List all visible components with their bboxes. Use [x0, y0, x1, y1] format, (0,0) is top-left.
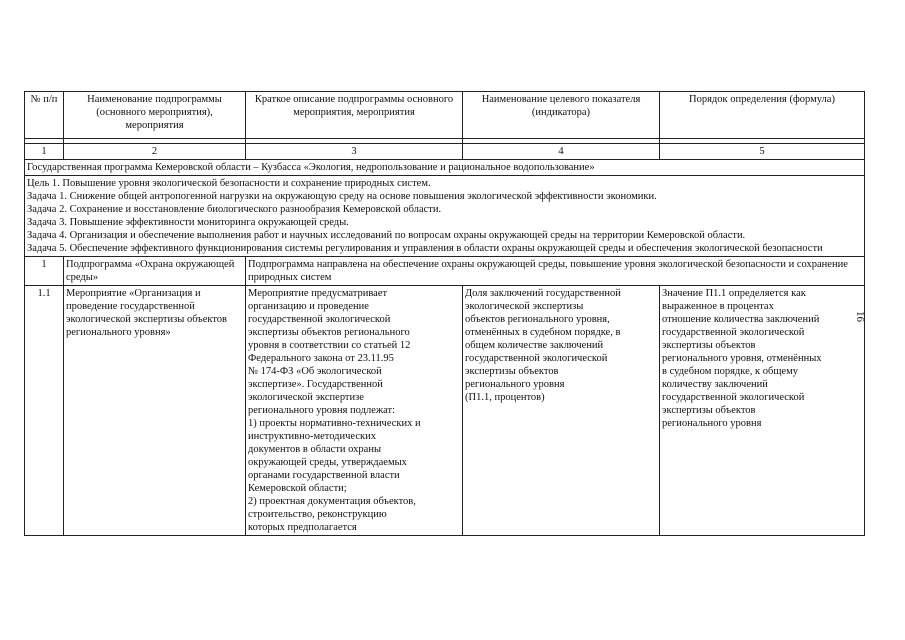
description-line: строительство, реконструкцию — [248, 509, 387, 520]
column-number-row — [25, 144, 865, 160]
task-text: Задача 4. Организация и обеспечение выполнения работ и научных исследований по вопросам охраны окружающей среды на территории Кемеровской области. — [27, 230, 746, 241]
program-title-row — [25, 160, 865, 176]
indicator-line: государственной экологической — [465, 353, 608, 364]
description-line: 2) проектная документация объектов, — [248, 496, 416, 507]
description-line: организацию и проведение — [248, 301, 369, 312]
indicator-line: регионального уровня — [465, 379, 565, 390]
indicator-line: общем количестве заключений — [465, 340, 604, 351]
subprogram-num: 1 — [25, 257, 64, 286]
indicator-line: экспертизы объектов — [465, 366, 559, 377]
row-description — [246, 286, 463, 536]
formula-line: в судебном порядке, к общему — [662, 366, 798, 377]
indicator-line: объектов регионального уровня, — [465, 314, 610, 325]
formula-line: выраженное в процентах — [662, 301, 774, 312]
task-text: Задача 1. Снижение общей антропогенной нагрузки на окружающую среду на основе повышения экологической эффективности экономики. — [27, 191, 657, 202]
program-title: Государственная программа Кемеровской области – Кузбасса «Экология, недропользование и рациональное водопользование» — [25, 160, 865, 176]
formula-line: регионального уровня, отменённых — [662, 353, 822, 364]
table-header-row — [25, 92, 865, 139]
description-line: Кемеровской области; — [248, 483, 347, 494]
goal-text: Цель 1. Повышение уровня экологической безопасности и сохранение природных систем. — [27, 178, 431, 189]
indicator-line: (П1.1, процентов) — [465, 392, 545, 403]
header-name: Наименование подпрограммы (основного мероприятия), мероприятия — [64, 92, 246, 139]
page-number: 16 — [854, 311, 866, 322]
description-line: регионального уровня подлежат: — [248, 405, 396, 416]
formula-line: экспертизы объектов — [662, 405, 756, 416]
header-num: № п/п — [25, 92, 64, 139]
formula-line: государственной экологической — [662, 327, 805, 338]
goals-and-tasks — [25, 176, 865, 257]
description-line: уровня в соответствии со статьей 12 — [248, 340, 411, 351]
indicator-line: экологической экспертизы — [465, 301, 584, 312]
column-number: 3 — [246, 144, 463, 160]
description-line: экспертизы объектов регионального — [248, 327, 410, 338]
description-line: экологической экспертизе — [248, 392, 364, 403]
header-formula: Порядок определения (формула) — [660, 92, 865, 139]
task-text: Задача 2. Сохранение и восстановление биологического разнообразия Кемеровской области. — [27, 204, 442, 215]
description-line: Федерального закона от 23.11.95 — [248, 353, 394, 364]
column-number: 5 — [660, 144, 865, 160]
subprogram-row — [25, 257, 865, 286]
row-num: 1.1 — [25, 286, 64, 536]
subprogram-name: Подпрограмма «Охрана окружающей среды» — [64, 257, 246, 286]
formula-line: Значение П1.1 определяется как — [662, 288, 806, 299]
description-line: органами государственной власти — [248, 470, 400, 481]
description-line: окружающей среды, утверждаемых — [248, 457, 407, 468]
description-line: № 174-ФЗ «Об экологической — [248, 366, 382, 377]
formula-line: отношение количества заключений — [662, 314, 820, 325]
description-line: экспертизе». Государственной — [248, 379, 383, 390]
formula-line: количеству заключений — [662, 379, 768, 390]
row-indicator — [463, 286, 660, 536]
table-row — [25, 286, 865, 536]
row-formula — [660, 286, 865, 536]
column-number: 1 — [25, 144, 64, 160]
column-number: 2 — [64, 144, 246, 160]
description-line: документов в области охраны — [248, 444, 381, 455]
task-text: Задача 5. Обеспечение эффективного функционирования системы регулирования и управления в области охраны окружающей среды и обеспечения экологической безопасности — [27, 243, 823, 254]
indicator-line: Доля заключений государственной — [465, 288, 621, 299]
description-line: Мероприятие предусматривает — [248, 288, 388, 299]
description-line: государственной экологической — [248, 314, 391, 325]
description-line: 1) проекты нормативно-технических и — [248, 418, 421, 429]
header-description: Краткое описание подпрограммы основного мероприятия, мероприятия — [246, 92, 463, 139]
column-number: 4 — [463, 144, 660, 160]
header-indicator: Наименование целевого показателя (индикатора) — [463, 92, 660, 139]
row-name: Мероприятие «Организация и проведение государственной экологической экспертизы объектов регионального уровня» — [64, 286, 246, 536]
formula-line: регионального уровня — [662, 418, 762, 429]
subprogram-description: Подпрограмма направлена на обеспечение охраны окружающей среды, повышение уровня экологической безопасности и сохранение природных систем — [246, 257, 865, 286]
formula-line: государственной экологической — [662, 392, 805, 403]
description-line: инструктивно-методических — [248, 431, 376, 442]
indicator-line: отменённых в судебном порядке, в — [465, 327, 621, 338]
description-line: которых предполагается — [248, 522, 357, 533]
goals-row — [25, 176, 865, 257]
program-table — [24, 91, 865, 536]
formula-line: экспертизы объектов — [662, 340, 756, 351]
task-text: Задача 3. Повышение эффективности мониторинга окружающей среды. — [27, 217, 349, 228]
